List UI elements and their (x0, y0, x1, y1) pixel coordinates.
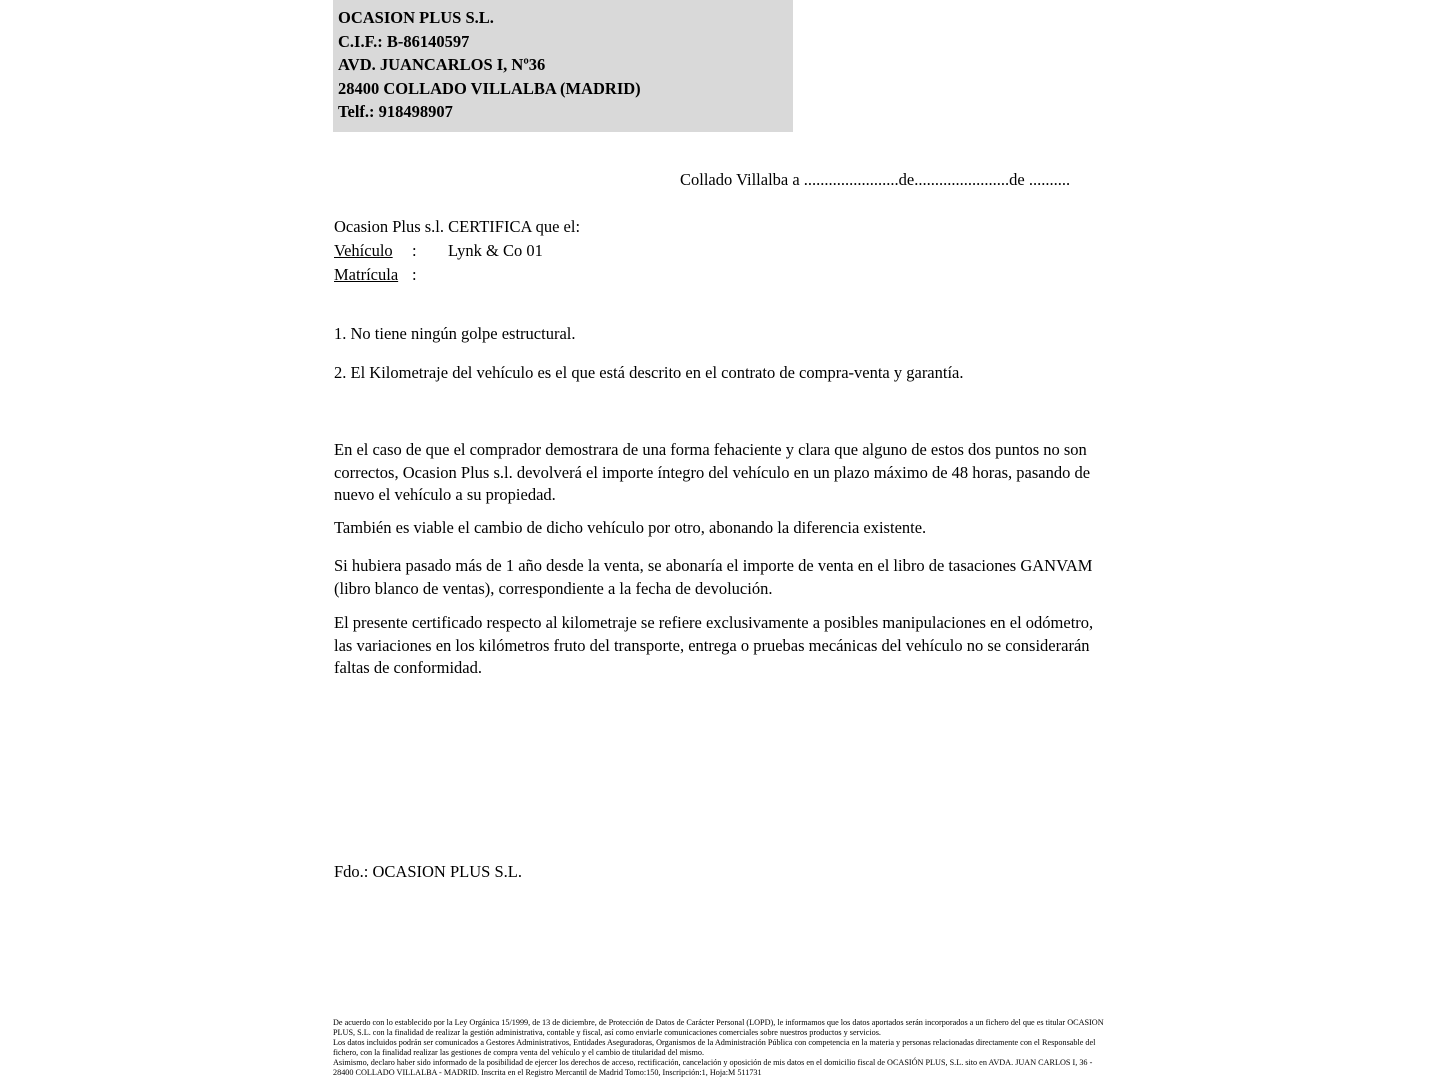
signature-line: Fdo.: OCASION PLUS S.L. (334, 862, 522, 881)
company-city: 28400 COLLADO VILLALBA (MADRID) (338, 78, 641, 98)
certification-block (334, 215, 580, 287)
legal-paragraph: Asimismo, declaro haber sido informado de la posibilidad de ejercer los derechos de acceso, rectificación, cancelación y oposición de mis datos en el domicilio fiscal de OCASIÓN PLUS, S.L. sito en AVDA. JUAN CARLOS I, 36 - 28400 COLLADO VILLALBA - MADRID. Inscrita en el Registro Mercantil de Madrid Tomo:150, Inscripción:1, Hoja:M 511731 (333, 1057, 1093, 1077)
point-item: 1. No tiene ningún golpe estructural. (334, 324, 576, 343)
paragraph: Si hubiera pasado más de 1 año desde la venta, se abonaría el importe de venta en el libro de tasaciones GANVAM (libro blanco de ventas), correspondiente a la fecha de devolución. (334, 556, 1093, 598)
plate-row (334, 263, 580, 287)
paragraph: También es viable el cambio de dicho vehículo por otro, abonando la diferencia existente. (334, 518, 927, 537)
company-cif: C.I.F.: B-86140597 (338, 31, 470, 51)
vehicle-label: Vehículo (334, 241, 393, 260)
vehicle-row (334, 239, 580, 263)
paragraph: En el caso de que el comprador demostrara de una forma fehaciente y clara que alguno de estos dos puntos no son correctos, Ocasion Plus s.l. devolverá el importe íntegro del vehículo en un plazo máximo de 48 horas, pasando de nuevo el vehículo a su propiedad. (334, 440, 1091, 504)
point-item: 2. El Kilometraje del vehículo es el que está descrito en el contrato de compra-venta y garantía. (334, 363, 964, 382)
date-line: Collado Villalba a .......................de.......................de .......... (680, 170, 1071, 189)
vehicle-value: Lynk & Co 01 (448, 241, 543, 260)
certifica-intro: Ocasion Plus s.l. CERTIFICA que el: (334, 217, 581, 236)
company-phone: Telf.: 918498907 (338, 102, 453, 121)
legal-paragraph: Los datos incluidos podrán ser comunicados a Gestores Administrativos, Entidades Aseguradoras, Organismos de la Administración Pública con competencia en la materia y personas relacionadas directamente con el Responsable del fichero, con la finalidad realizar las gestiones de compra venta del vehículo y el cambio de titularidad del mismo. (333, 1037, 1096, 1057)
paragraph: El presente certificado respecto al kilometraje se refiere exclusivamente a posibles manipulaciones en el odómetro, las variaciones en los kilómetros fruto del transporte, entrega o pruebas mecánicas del vehículo no se considerarán faltas de conformidad. (334, 613, 1094, 677)
legal-footer (333, 1018, 1108, 1077)
company-header-box (333, 0, 793, 132)
vehicle-separator: : (412, 241, 417, 260)
plate-label: Matrícula (334, 265, 399, 284)
legal-paragraph: De acuerdo con lo establecido por la Ley Orgánica 15/1999, de 13 de diciembre, de Protección de Datos de Carácter Personal (LOPD), le informamos que los datos aportados serán incorporados a un fichero del que es titular OCASION PLUS, S.L. con la finalidad de realizar la gestión administrativa, contable y fiscal, así como enviarle comunicaciones comerciales sobre nuestros productos y servicios. (333, 1018, 1104, 1037)
company-address: AVD. JUANCARLOS I, Nº36 (338, 55, 546, 74)
plate-separator: : (412, 265, 417, 284)
company-name: OCASION PLUS S.L. (338, 8, 494, 27)
